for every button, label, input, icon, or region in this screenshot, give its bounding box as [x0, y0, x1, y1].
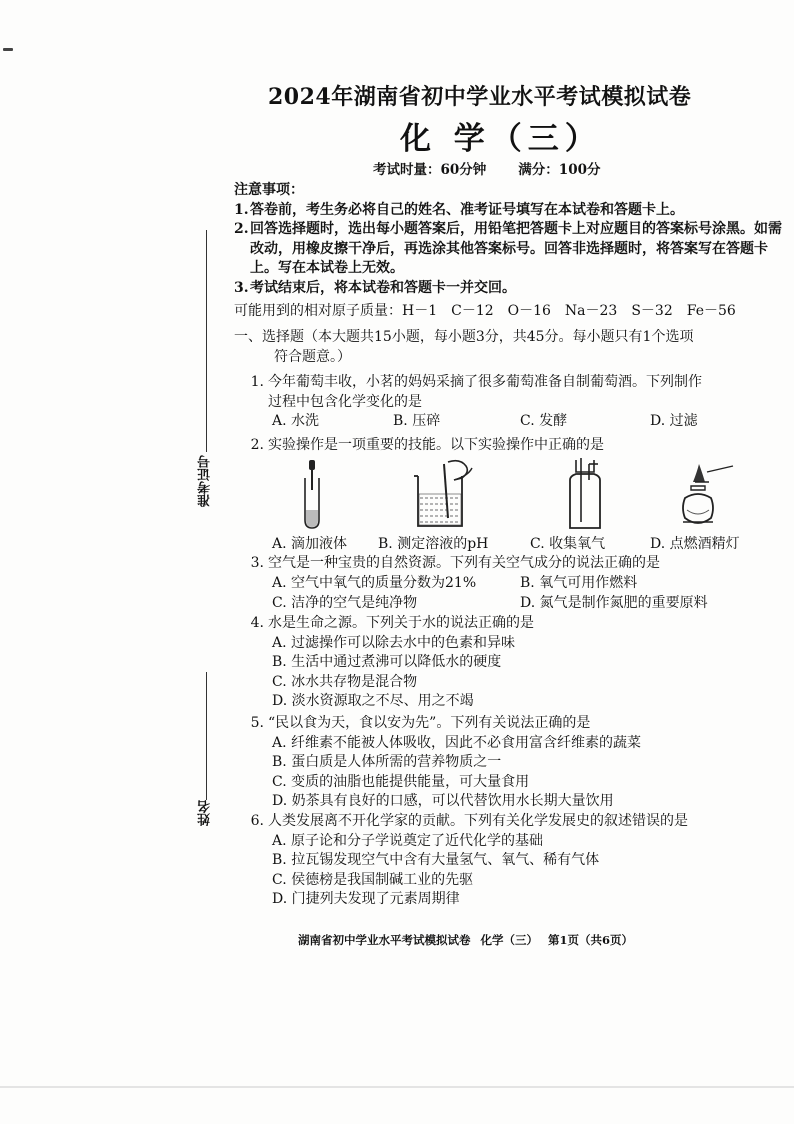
option-a: A. 过滤操作可以除去水中的色素和异味 — [272, 634, 516, 651]
question-6: 6. 人类发展离不开化学家的贡献。下列有关化学发展史的叙述错误的是 A. 原子论和分子学说奠定了近代化学的基础 B. 拉瓦锡发现空气中含有大量氢气、氧气、稀有气体 C. 侯德榜是我国制碱工业的先驱 D. 门捷列夫发现了元素周期律 — [240, 812, 790, 910]
option-row — [240, 574, 790, 594]
notice-heading: 注意事项： — [234, 182, 304, 198]
exam-time: 考试时量：60分钟 — [373, 162, 487, 178]
exam-number-line — [206, 230, 207, 452]
subject-title: 化 学（三） — [400, 121, 602, 157]
section-heading: 一、选择题（本大题共15小题，每小题3分，共45分。每小题只有1个选项 符合题意。） — [234, 329, 694, 365]
option-d: D. 氮气是制作氮肥的重要原料 — [520, 594, 708, 611]
atomic-masses: 可能用到的相对原子质量：H－1 C－12 O－16 Na－23 S－32 Fe－56 — [234, 303, 736, 319]
exam-score: 满分：100分 — [518, 162, 601, 178]
question-2: 2. 实验操作是一项重要的技能。以下实验操作中正确的是 — [250, 437, 604, 453]
exam-number-label: 准考证号 — [198, 455, 213, 507]
question-3: 3. 空气是一种宝贵的自然资源。下列有关空气成分的说法正确的是 A. 空气中氧气的质量分数为21% B. 氧气可用作燃料 C. 洁净的空气是纯净物 D. 氮气是制作氮肥的重要原料 — [240, 554, 790, 614]
option-a: A. 原子论和分子学说奠定了近代化学的基础 — [272, 832, 544, 849]
option-d: D. 过滤 — [650, 413, 698, 429]
alcohol-lamp-icon — [675, 458, 745, 534]
page-footer: 湖南省初中学业水平考试模拟试卷 化学（三） 第1页（共6页） — [298, 933, 634, 947]
name-label: 姓名 — [198, 800, 213, 826]
ph-beaker-icon — [410, 458, 480, 530]
option-row — [240, 412, 790, 432]
dropper-test-tube-icon — [295, 458, 335, 530]
option-c: C. 变质的油脂也能提供能量，可大量食用 — [272, 773, 530, 790]
option-row — [240, 594, 790, 614]
gas-bottle-icon — [560, 458, 610, 534]
notice-item: 3. 考试结束后，将本试卷和答题卡一并交回。 — [234, 279, 516, 296]
option-c: C. 发酵 — [520, 413, 568, 429]
question-4: 4. 水是生命之源。下列关于水的说法正确的是 A. 过滤操作可以除去水中的色素和异味 B. 生活中通过煮沸可以降低水的硬度 C. 冰水共存物是混合物 D. 淡水资源取之不尽、用之不竭 — [240, 614, 790, 712]
option-d: D. 门捷列夫发现了元素周期律 — [272, 891, 460, 907]
option-a: A. 纤维素不能被人体吸收，因此不必食用富含纤维素的蔬菜 — [272, 734, 642, 751]
notice-item: 2. 回答选择题时，选出每小题答案后，用铅笔把答题卡上对应题目的答案标号涂黑。如需改动，用橡皮擦干净后，再选涂其他答案标号。回答非选择题时，将答案写在答题卡上。写在本试卷上无效。 — [234, 221, 782, 276]
option-b: B. 压碎 — [393, 413, 441, 429]
option-d: D. 奶茶具有良好的口感，可以代替饮用水长期大量饮用 — [272, 793, 614, 809]
figure-caption-a: A. 滴加液体 — [272, 536, 348, 552]
figure-caption-b: B. 测定溶液的pH — [378, 536, 489, 552]
option-b: B. 生活中通过煮沸可以降低水的硬度 — [272, 654, 502, 670]
notice-item: 1. 答卷前，考生务必将自己的姓名、准考证号填写在本试卷和答题卡上。 — [234, 201, 684, 218]
question-5: 5. “民以食为天，食以安为先”。下列有关说法正确的是 A. 纤维素不能被人体吸收，因此不必食用富含纤维素的蔬菜 B. 蛋白质是人体所需的营养物质之一 C. 变质的油脂也能提供能量，可大量食用 D. 奶茶具有良好的口感，可以代替饮用水长期大量饮用 — [240, 714, 790, 812]
scan-edge — [0, 1086, 794, 1088]
option-c: C. 洁净的空气是纯净物 — [272, 594, 418, 611]
scan-mark — [3, 48, 13, 51]
option-c: C. 侯德榜是我国制碱工业的先驱 — [272, 871, 474, 888]
option-d: D. 淡水资源取之不尽、用之不竭 — [272, 693, 474, 709]
name-line — [206, 672, 207, 800]
notice-block — [234, 181, 790, 298]
figure-caption-c: C. 收集氧气 — [530, 536, 606, 552]
exam-title: 2024年湖南省初中学业水平考试模拟试卷 — [268, 84, 692, 110]
option-a: A. 水洗 — [272, 413, 320, 429]
page-number: 第1页（共6页） — [548, 933, 634, 947]
option-b: B. 氧气可用作燃料 — [520, 574, 638, 591]
option-a: A. 空气中氧气的质量分数为21% — [272, 574, 477, 591]
exam-meta — [373, 158, 600, 178]
option-b: B. 蛋白质是人体所需的营养物质之一 — [272, 754, 502, 770]
question-2-figures — [270, 458, 770, 556]
option-c: C. 冰水共存物是混合物 — [272, 673, 418, 690]
figure-caption-d: D. 点燃酒精灯 — [650, 536, 740, 552]
option-b: B. 拉瓦锡发现空气中含有大量氢气、氧气、稀有气体 — [272, 852, 600, 868]
question-1: 1. 今年葡萄丰收，小茗的妈妈采摘了很多葡萄准备自制葡萄酒。下列制作 过程中包含化学变化的是 A. 水洗 B. 压碎 C. 发酵 D. 过滤 — [240, 373, 790, 432]
